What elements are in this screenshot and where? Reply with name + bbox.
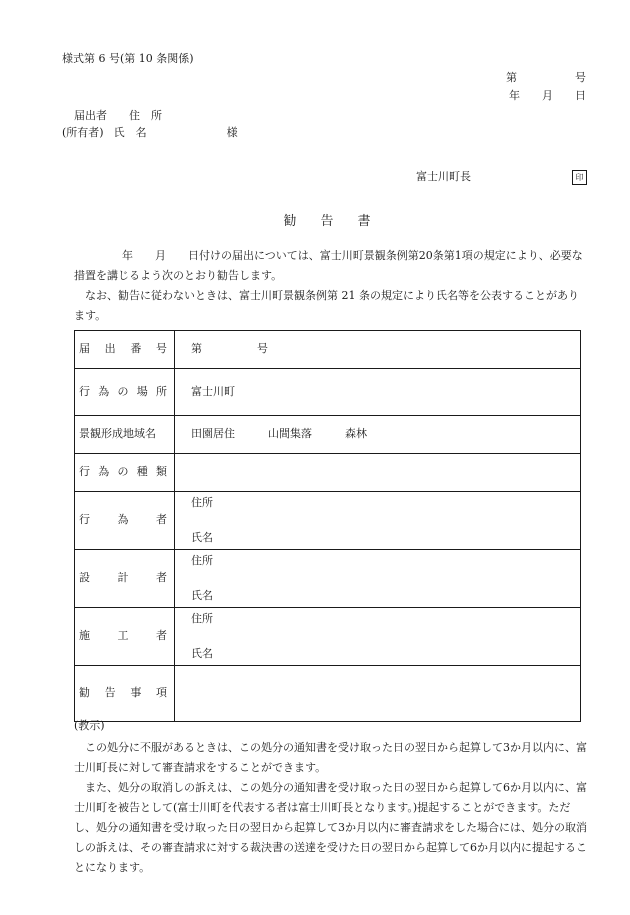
body-text xyxy=(74,246,589,326)
row-label: 行 為 の 種 類 xyxy=(79,465,167,479)
name-label: 氏 名 xyxy=(113,126,147,139)
table-row xyxy=(75,666,581,722)
date-line xyxy=(509,88,586,105)
notice-body xyxy=(74,738,589,878)
address-label: 住所 xyxy=(191,496,213,509)
address-label: 住所 xyxy=(191,612,213,625)
row-label: 届 出 番 号 xyxy=(79,342,167,356)
row-label: 勧 告 事 項 xyxy=(79,686,167,700)
row-label: 行 為 者 xyxy=(79,513,167,527)
name-label: 氏名 xyxy=(191,646,213,660)
address-label: 住所 xyxy=(191,554,213,567)
row-value: 第 号 xyxy=(175,331,581,369)
table-row xyxy=(75,608,581,666)
row-value: 富士川町 xyxy=(175,369,581,416)
seal-mark: 印 xyxy=(572,170,587,185)
table-row xyxy=(75,550,581,608)
name-label: 氏名 xyxy=(191,530,213,544)
row-label: 景観形成地域名 xyxy=(75,416,175,454)
applicant-label: 届出者 xyxy=(74,109,107,122)
address-label: 住 所 xyxy=(129,109,162,122)
document-title: 勧告書 xyxy=(283,214,395,229)
applicant-address-row xyxy=(62,108,162,125)
mayor-name: 富士川町長 xyxy=(416,170,471,183)
owner-label: (所有者) xyxy=(62,126,104,139)
name-label: 氏名 xyxy=(191,588,213,602)
table-row xyxy=(75,416,581,454)
owner-name-row xyxy=(62,125,238,142)
date-year: 年 xyxy=(509,89,520,102)
document-number-line xyxy=(506,70,586,87)
row-label: 施 工 者 xyxy=(79,629,167,643)
row-value xyxy=(175,666,581,722)
table-row xyxy=(75,369,581,416)
number-go: 号 xyxy=(575,71,586,84)
row-label: 行 為 の 場 所 xyxy=(79,384,167,398)
date-month: 月 xyxy=(542,89,553,102)
notice-paragraph-2: また、処分の取消しの訴えは、この処分の通知書を受け取った日の翌日から起算して6か月以内に、富士川町を被告として(富士川町を代表する者は富士川町長となります。)提起することができます。ただし、処分の通知書を受け取った日の翌日から起算して3か月以内に審査請求をした場合には、処分の取消しの訴えは、その審査請求に対する裁決書の送達を受けた日の翌日から起算して6か月以内に提起することになります。 xyxy=(74,781,587,874)
body-paragraph-2: なお、勧告に従わないときは、富士川町景観条例第 21 条の規定により氏名等を公表することがあります。 xyxy=(74,289,579,322)
number-dai: 第 xyxy=(506,71,517,84)
table-row xyxy=(75,331,581,369)
row-value: 田園居住 山間集落 森林 xyxy=(175,416,581,454)
notice-paragraph-1: この処分に不服があるときは、この処分の通知書を受け取った日の翌日から起算して3か月以内に、富士川町長に対して審査請求をすることができます。 xyxy=(74,741,587,774)
notice-title: (教示) xyxy=(74,719,105,732)
date-day: 日 xyxy=(575,89,586,102)
table-row xyxy=(75,492,581,550)
recommendation-table xyxy=(74,330,581,722)
row-value xyxy=(175,454,581,492)
sama: 様 xyxy=(226,126,238,139)
form-number: 様式第 6 号(第 10 条関係) xyxy=(62,52,194,65)
row-label: 設 計 者 xyxy=(79,571,167,585)
body-paragraph-1: 年 月 日付けの届出については、富士川町景観条例第20条第1項の規定により、必要な措置を講じるよう次のとおり勧告します。 xyxy=(74,249,583,282)
table-row xyxy=(75,454,581,492)
